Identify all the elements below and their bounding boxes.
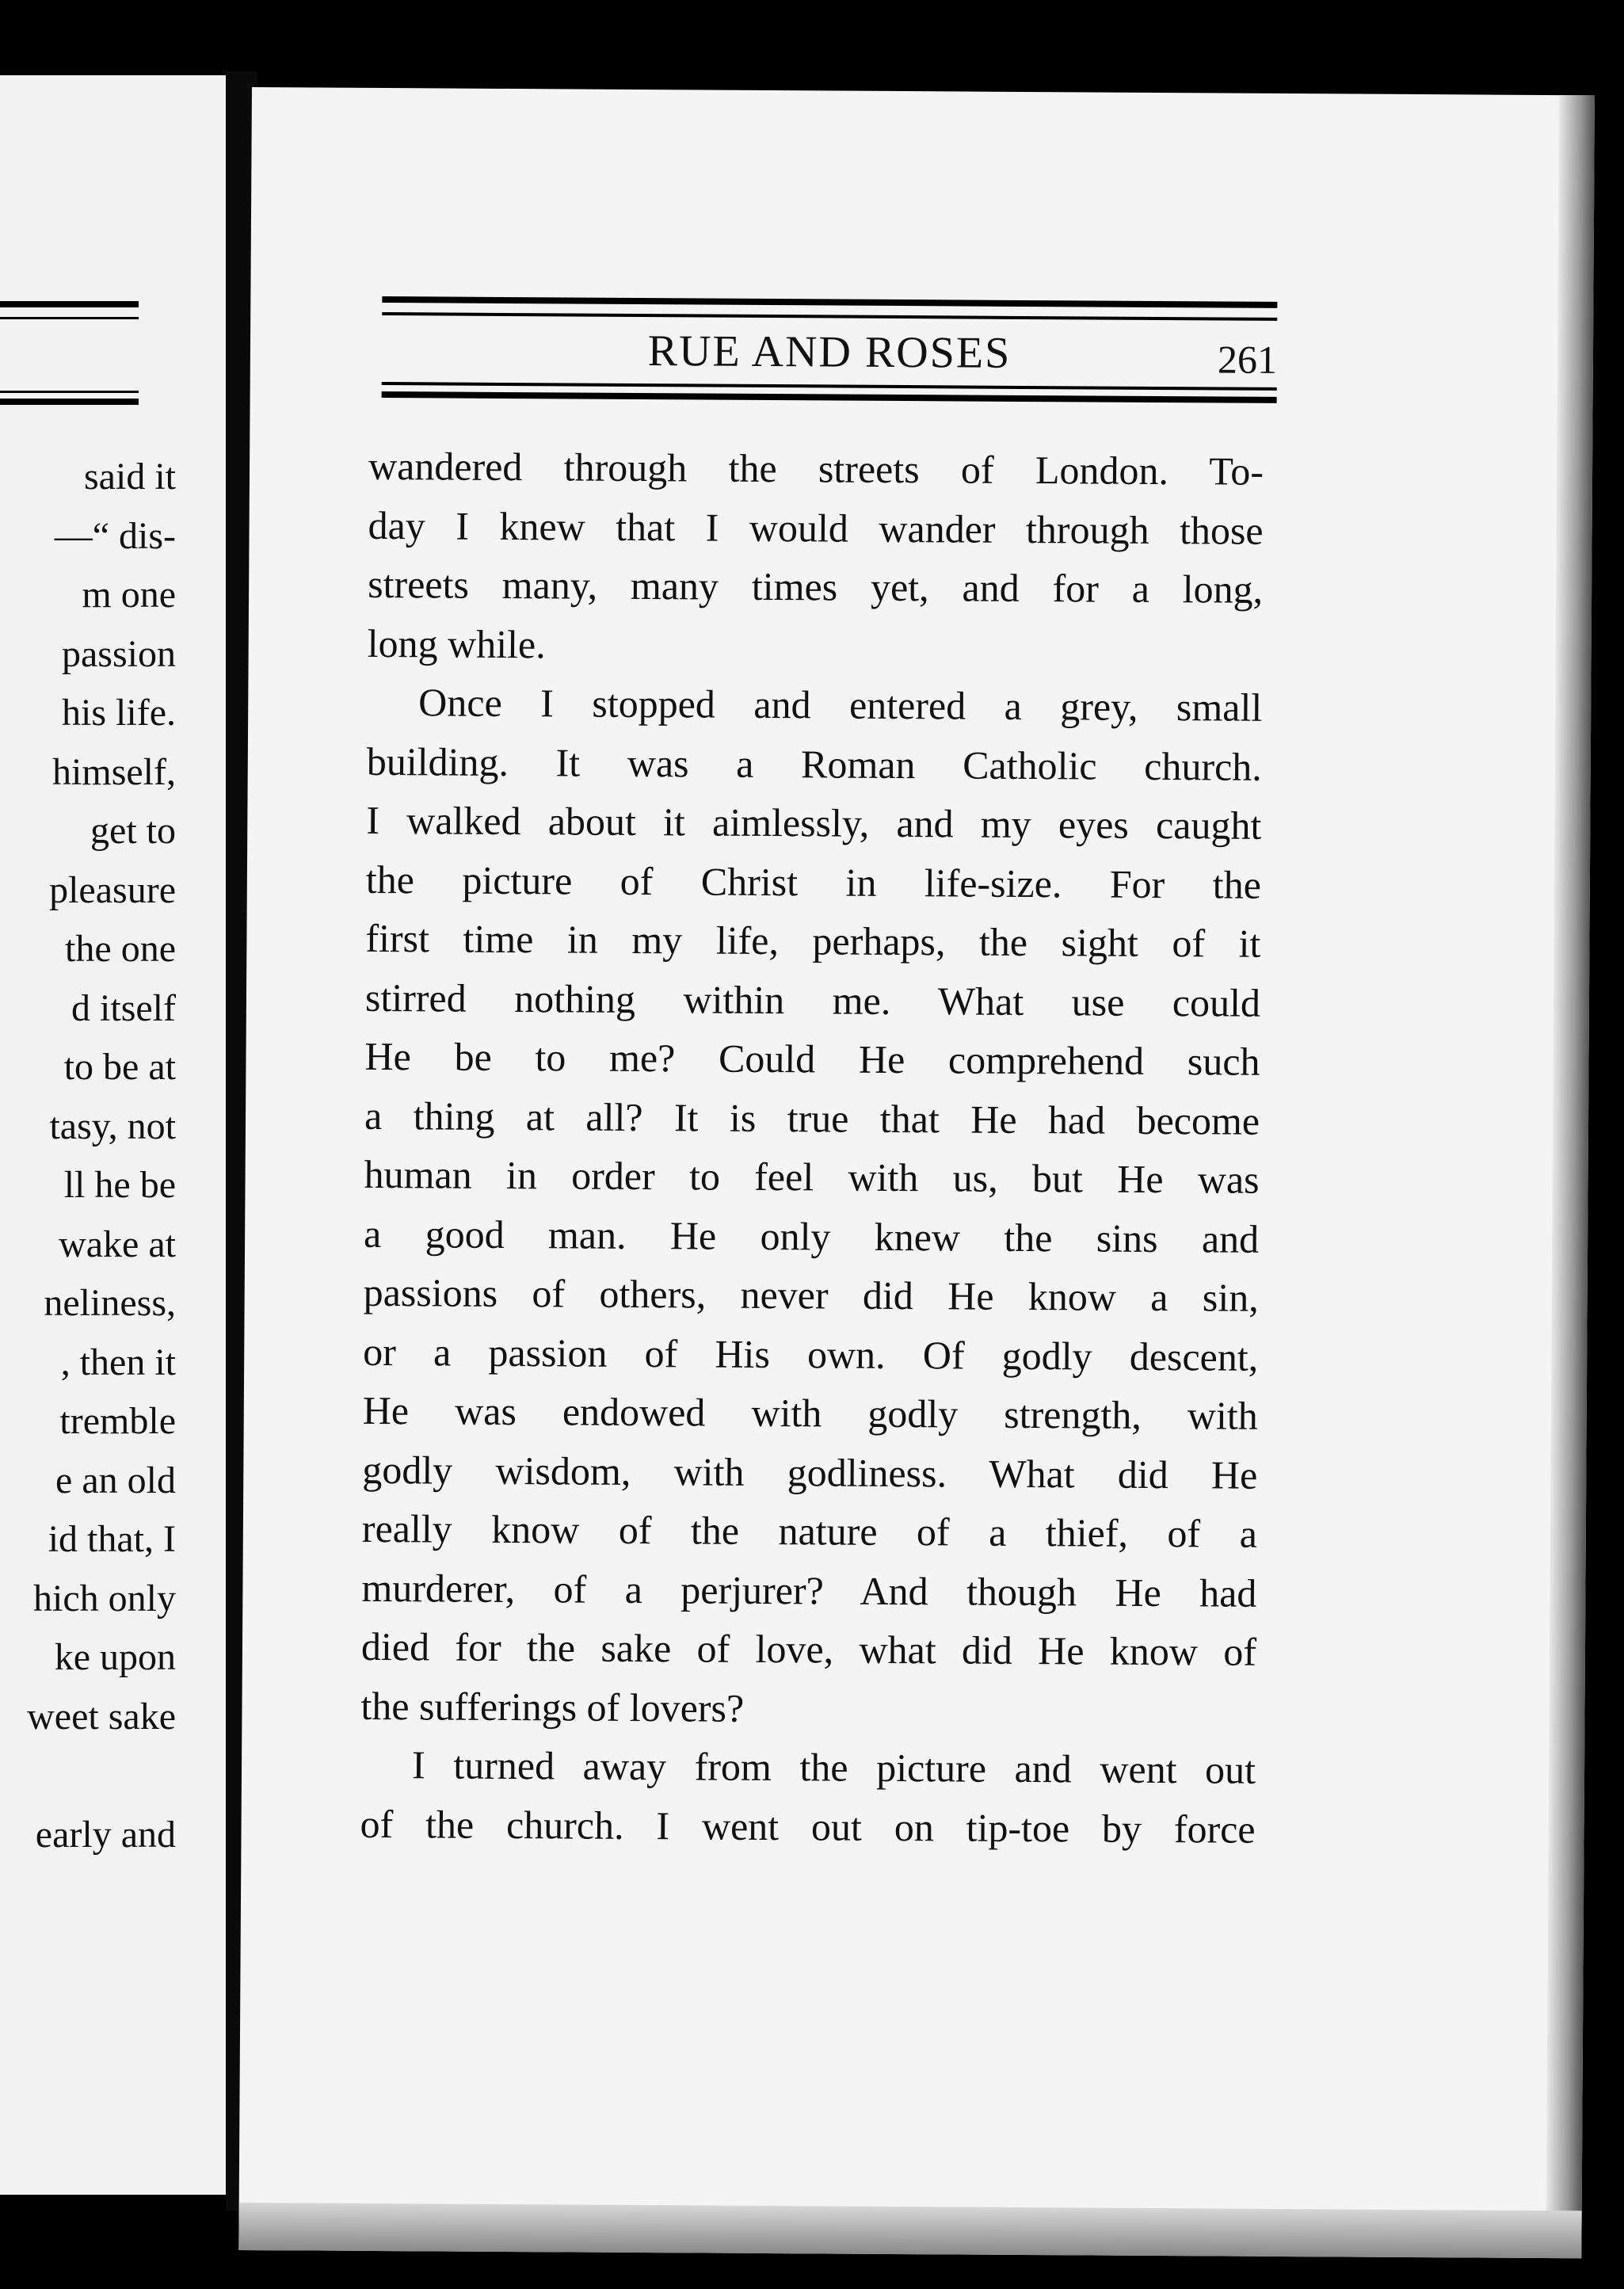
text-line: a thing at all? It is true that He had become xyxy=(364,1093,1260,1143)
page-number: 261 xyxy=(1217,337,1278,382)
text-line: human in order to feel with us, but He was xyxy=(364,1151,1260,1202)
left-text-line: tasy, not xyxy=(49,1104,176,1147)
left-text-line: , then it xyxy=(60,1341,176,1383)
header-rule xyxy=(382,391,1277,403)
text-line: really know of the nature of a thief, of a xyxy=(361,1505,1258,1556)
text-line: day I knew that I would wander through those xyxy=(368,502,1264,553)
text-line: stirred nothing within me. What use could xyxy=(364,975,1261,1025)
left-text-line: —“ dis- xyxy=(54,514,176,557)
left-header-rule xyxy=(0,301,139,307)
left-page xyxy=(0,75,234,2195)
left-text-line: himself, xyxy=(52,750,176,793)
left-text-line: wake at xyxy=(59,1223,176,1265)
text-line: I turned away from the picture and went out xyxy=(411,1742,1256,1792)
left-text-line: pleasure xyxy=(49,868,176,911)
left-text-line: e an old xyxy=(55,1459,176,1501)
header-rule xyxy=(382,312,1277,321)
left-text-line: early and xyxy=(35,1813,176,1856)
running-title: RUE AND ROSES xyxy=(647,326,1012,378)
text-line: long while. xyxy=(367,620,546,666)
page-edge xyxy=(1546,95,1595,2258)
left-text-line: passion xyxy=(62,632,176,675)
header-rule xyxy=(382,382,1277,391)
header-rule xyxy=(382,296,1277,308)
left-header-rule xyxy=(0,399,139,405)
page-bottom-edge xyxy=(238,2203,1581,2258)
text-line: murderer, of a perjurer? And though He had xyxy=(361,1565,1257,1616)
text-line: wandered through the streets of London. To- xyxy=(368,443,1264,494)
left-text-line: weet sake xyxy=(27,1695,176,1738)
text-line: godly wisdom, with godliness. What did He xyxy=(362,1447,1258,1497)
left-text-line: get to xyxy=(90,810,176,852)
left-text-line: id that, I xyxy=(48,1518,176,1560)
left-text-line: neliness, xyxy=(44,1282,176,1324)
left-text-line: d itself xyxy=(71,986,176,1029)
text-line: He was endowed with godly strength, with xyxy=(362,1387,1258,1438)
left-text-line: said it xyxy=(84,456,176,498)
text-line: died for the sake of love, what did He know of xyxy=(360,1623,1257,1674)
text-line: or a passion of His own. Of godly descent, xyxy=(363,1329,1259,1379)
left-text-line: his life. xyxy=(62,692,176,734)
text-line: the sufferings of lovers? xyxy=(360,1683,745,1730)
text-line: building. It was a Roman Catholic church. xyxy=(366,738,1262,789)
left-text-line: ll he be xyxy=(63,1164,176,1206)
right-page xyxy=(238,87,1595,2258)
text-line: I walked about it aimlessly, and my eyes caught xyxy=(366,797,1262,848)
text-line: He be to me? Could He comprehend such xyxy=(364,1033,1260,1084)
left-text-line xyxy=(0,1746,176,1806)
text-line: streets many, many times yet, and for a long, xyxy=(368,561,1264,612)
running-header xyxy=(381,296,1277,429)
left-text-line: m one xyxy=(82,574,176,616)
left-text-line: ke upon xyxy=(54,1636,176,1678)
left-header-rule xyxy=(0,317,139,319)
left-page-text xyxy=(0,448,176,1864)
body-text xyxy=(360,437,1264,1859)
text-line: the picture of Christ in life-size. For the xyxy=(365,856,1262,907)
text-line: a good man. He only knew the sins and xyxy=(363,1211,1260,1261)
left-text-line: to be at xyxy=(63,1046,176,1088)
left-text-line: the one xyxy=(65,928,176,970)
text-line: first time in my life, perhaps, the sight of it xyxy=(365,915,1261,966)
left-header-rule xyxy=(0,391,139,393)
text-line: of the church. I went out on tip-toe by force xyxy=(360,1801,1256,1852)
left-text-line: hich only xyxy=(33,1577,176,1619)
text-line: Once I stopped and entered a grey, small xyxy=(418,680,1263,730)
left-text-line: tremble xyxy=(59,1400,176,1442)
text-line: passions of others, never did He know a sin, xyxy=(363,1269,1259,1320)
